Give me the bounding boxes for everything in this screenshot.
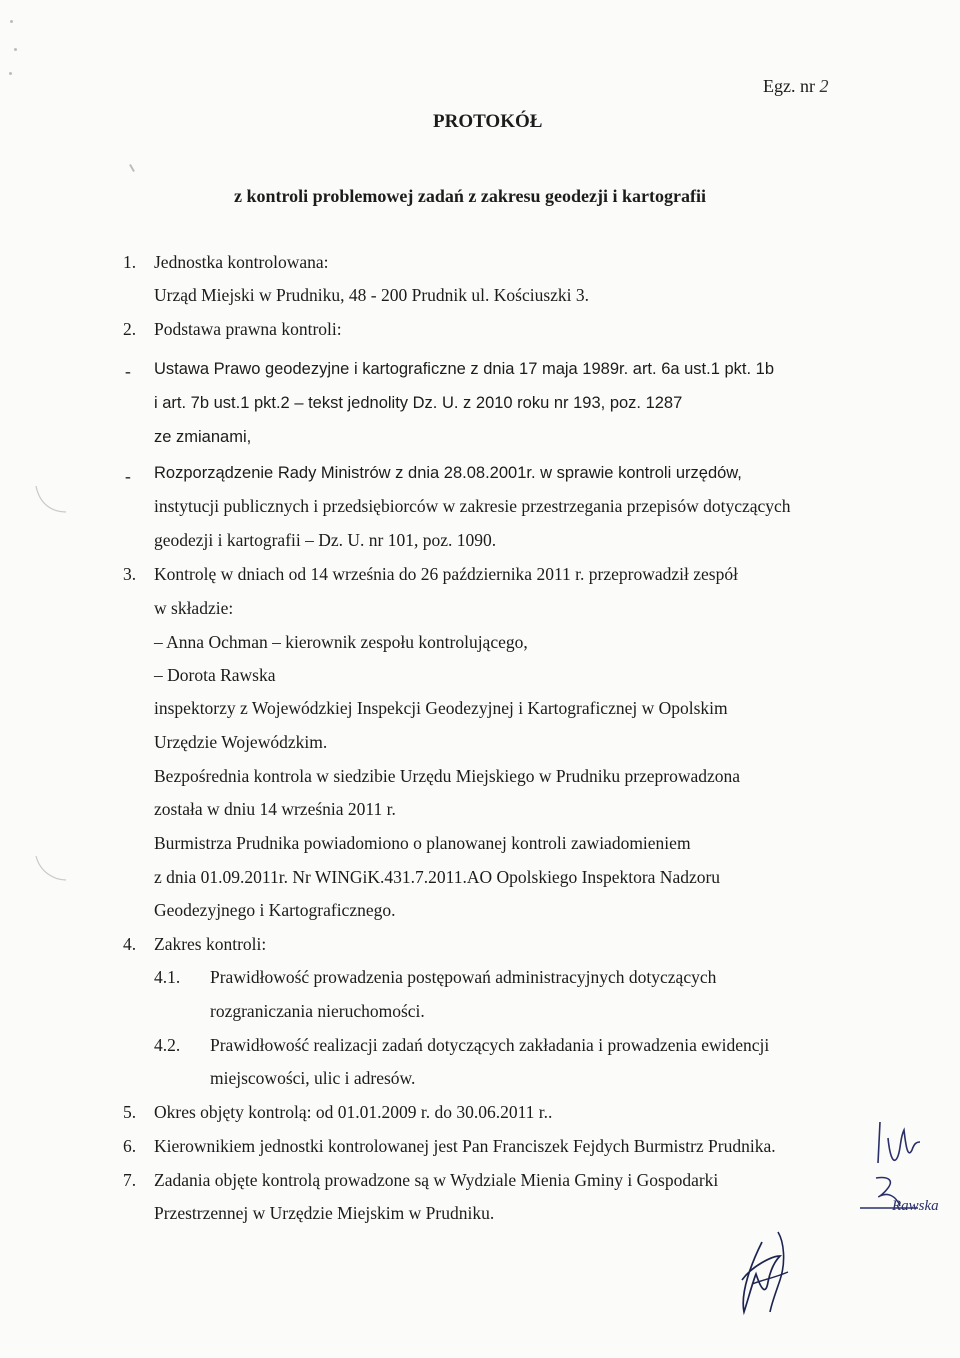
legal-basis-line: geodezji i kartografii – Dz. U. nr 101, poz. 1090. (154, 530, 497, 550)
item-3-line: Urzędzie Wojewódzkim. (154, 732, 328, 752)
document-title: PROTOKÓŁ (433, 111, 543, 132)
item-3-line: została w dniu 14 września 2011 r. (154, 799, 396, 819)
subitem-4-2-line: Prawidłowość realizacji zadań dotyczących zakładania i prowadzenia ewidencji (210, 1035, 770, 1055)
item-1-label: Jednostka kontrolowana: (154, 252, 329, 272)
item-3-line: z dnia 01.09.2011r. Nr WINGiK.431.7.2011.AO Opolskiego Inspektora Nadzoru (154, 867, 721, 887)
item-4-label: Zakres kontroli: (154, 934, 267, 954)
item-3-line: w składzie: (154, 598, 234, 618)
handwritten-signature-large (722, 1222, 812, 1322)
legal-basis-line: instytucji publicznych i przedsiębiorców w zakresie przestrzegania przepisów dotyczących (154, 496, 791, 516)
document-subtitle: z kontroli problemowej zadań z zakresu geodezji i kartografii (234, 186, 706, 206)
scan-speck (10, 20, 13, 23)
legal-basis-line: i art. 7b ust.1 pkt.2 – tekst jednolity Dz. U. z 2010 roku nr 193, poz. 1287 (154, 394, 683, 412)
item-3-line: inspektorzy z Wojewódzkiej Inspekcji Geodezyjnej i Kartograficznej w Opolskim (154, 698, 728, 718)
item-3-line: Burmistrza Prudnika powiadomiono o planowanej kontroli zawiadomieniem (154, 833, 691, 853)
item-number: 7. (123, 1170, 137, 1190)
bullet-dash: - (125, 361, 131, 381)
item-5-line: Okres objęty kontrolą: od 01.01.2009 r. do 30.06.2011 r.. (154, 1102, 553, 1122)
item-2-label: Podstawa prawna kontroli: (154, 319, 342, 339)
item-6-line: Kierownikiem jednostki kontrolowanej jest Pan Franciszek Fejdych Burmistrz Prudnika. (154, 1136, 776, 1156)
legal-basis-line: Rozporządzenie Rady Ministrów z dnia 28.08.2001r. w sprawie kontroli urzędów, (154, 464, 742, 482)
bullet-dash: - (125, 466, 131, 486)
handwritten-signature (858, 1166, 958, 1226)
punch-hole-mark (30, 850, 70, 890)
item-7-line: Zadania objęte kontrolą prowadzone są w Wydziale Mienia Gminy i Gospodarki (154, 1170, 719, 1190)
item-7-line: Przestrzennej w Urzędzie Miejskim w Prudniku. (154, 1203, 495, 1223)
subitem-4-2-line: miejscowości, ulic i adresów. (210, 1068, 416, 1088)
scan-speck (129, 164, 135, 172)
legal-basis-line: Ustawa Prawo geodezyjne i kartograficzne z dnia 17 maja 1989r. art. 6a ust.1 pkt. 1b (154, 360, 775, 378)
punch-hole-mark (30, 480, 70, 520)
item-number: 1. (123, 252, 137, 272)
item-3-line: Kontrolę w dniach od 14 września do 26 października 2011 r. przeprowadził zespół (154, 564, 738, 584)
item-3-line: Bezpośrednia kontrola w siedzibie Urzędu Miejskiego w Prudniku przeprowadzona (154, 766, 741, 786)
item-3-line: – Dorota Rawska (154, 665, 276, 685)
copy-number (763, 75, 828, 97)
scan-speck (14, 48, 17, 51)
copy-number-value: 2 (819, 76, 829, 96)
item-number: 6. (123, 1136, 137, 1156)
subitem-number: 4.1. (154, 967, 181, 987)
item-number: 2. (123, 319, 137, 339)
item-number: 4. (123, 934, 137, 954)
item-3-line: Geodezyjnego i Kartograficznego. (154, 900, 396, 920)
item-number: 3. (123, 564, 137, 584)
item-number: 5. (123, 1102, 137, 1122)
subitem-4-1-line: rozgraniczania nieruchomości. (210, 1001, 425, 1021)
scan-speck (9, 72, 12, 75)
subitem-4-1-line: Prawidłowość prowadzenia postępowań administracyjnych dotyczących (210, 967, 717, 987)
item-3-line: – Anna Ochman – kierownik zespołu kontrolującego, (154, 632, 528, 652)
legal-basis-line: ze zmianami, (154, 428, 252, 446)
copy-label: Egz. nr (763, 76, 815, 96)
subitem-number: 4.2. (154, 1035, 181, 1055)
signature-text: Rawska (892, 1198, 939, 1214)
item-1-value: Urząd Miejski w Prudniku, 48 - 200 Prudnik ul. Kościuszki 3. (154, 285, 590, 305)
